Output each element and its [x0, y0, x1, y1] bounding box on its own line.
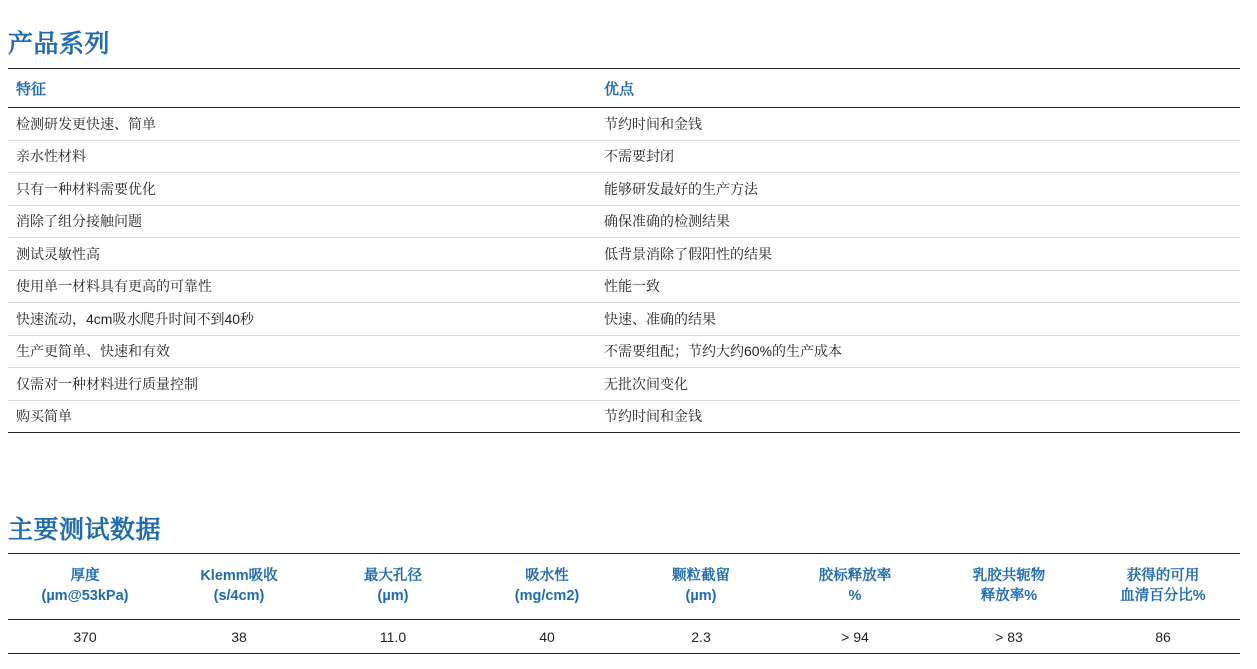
cell-feature: 检测研发更快速、简单 [8, 108, 596, 141]
cell-feature: 只有一种材料需要优化 [8, 173, 596, 206]
table-row [8, 620, 1240, 654]
cell-benefit: 无批次间变化 [596, 368, 1240, 401]
cell-value-available-serum-percent: 86 [1086, 620, 1240, 654]
cell-benefit: 性能一致 [596, 270, 1240, 303]
column-name: 厚度 [70, 567, 100, 584]
cell-value-latex-conjugate-release: > 83 [932, 620, 1086, 654]
table-header-row [8, 554, 1240, 620]
column-unit: (µm) [685, 587, 717, 604]
cell-benefit: 节约时间和金钱 [596, 108, 1240, 141]
features-table-header [8, 69, 1240, 108]
column-name: 最大孔径 [364, 567, 422, 584]
table-header-row [8, 69, 1240, 108]
table-row [8, 238, 1240, 271]
cell-feature: 快速流动，4cm吸水爬升时间不到40秒 [8, 303, 596, 336]
column-header-particle-retention [624, 554, 778, 620]
cell-feature: 使用单一材料具有更高的可靠性 [8, 270, 596, 303]
cell-benefit: 不需要组配；节约大约60%的生产成本 [596, 335, 1240, 368]
key-test-data-table [8, 553, 1240, 654]
column-header-benefit: 优点 [596, 69, 1240, 108]
table-row [8, 173, 1240, 206]
column-name: 乳胶共轭物 [972, 567, 1046, 584]
cell-value-gold-conjugate-release: > 94 [778, 620, 932, 654]
cell-value-water-absorption: 40 [470, 620, 624, 654]
table-row [8, 108, 1240, 141]
table-row [8, 368, 1240, 401]
table-row [8, 303, 1240, 336]
column-name: 吸水性 [525, 567, 569, 584]
table-row [8, 400, 1240, 433]
data-section-heading: 主要测试数据 [8, 515, 162, 544]
cell-value-particle-retention: 2.3 [624, 620, 778, 654]
column-unit: (µm@53kPa) [41, 587, 129, 604]
column-name: 胶标释放率 [818, 567, 892, 584]
data-table-header [8, 554, 1240, 620]
cell-feature: 购买简单 [8, 400, 596, 433]
cell-value-max-pore-size: 11.0 [316, 620, 470, 654]
column-header-thickness [8, 554, 162, 620]
cell-feature: 测试灵敏性高 [8, 238, 596, 271]
cell-feature: 仅需对一种材料进行质量控制 [8, 368, 596, 401]
cell-feature: 亲水性材料 [8, 140, 596, 173]
cell-benefit: 低背景消除了假阳性的结果 [596, 238, 1240, 271]
cell-benefit: 不需要封闭 [596, 140, 1240, 173]
column-header-available-serum-percent [1086, 554, 1240, 620]
features-table [8, 68, 1240, 433]
column-header-feature: 特征 [8, 69, 596, 108]
cell-value-klemm-absorption: 38 [162, 620, 316, 654]
features-section-heading: 产品系列 [8, 29, 111, 58]
table-row [8, 335, 1240, 368]
column-header-gold-conjugate-release [778, 554, 932, 620]
column-unit: (s/4cm) [213, 587, 265, 604]
column-header-water-absorption [470, 554, 624, 620]
column-header-latex-conjugate-release [932, 554, 1086, 620]
features-table-body [8, 108, 1240, 433]
cell-benefit: 确保准确的检测结果 [596, 205, 1240, 238]
cell-benefit: 能够研发最好的生产方法 [596, 173, 1240, 206]
cell-benefit: 快速、准确的结果 [596, 303, 1240, 336]
column-unit: % [848, 587, 862, 604]
cell-feature: 消除了组分接触问题 [8, 205, 596, 238]
cell-benefit: 节约时间和金钱 [596, 400, 1240, 433]
data-table-body [8, 620, 1240, 654]
column-header-max-pore-size [316, 554, 470, 620]
table-row [8, 270, 1240, 303]
table-row [8, 140, 1240, 173]
column-unit: 释放率% [980, 587, 1038, 604]
cell-value-thickness: 370 [8, 620, 162, 654]
column-name: 颗粒截留 [672, 567, 730, 584]
table-row [8, 205, 1240, 238]
column-unit: 血清百分比% [1120, 587, 1206, 604]
cell-feature: 生产更简单、快速和有效 [8, 335, 596, 368]
column-unit: (mg/cm2) [514, 587, 580, 604]
column-name: Klemm吸收 [200, 567, 278, 584]
column-unit: (µm) [377, 587, 409, 604]
column-name: 获得的可用 [1126, 567, 1200, 584]
column-header-klemm-absorption [162, 554, 316, 620]
